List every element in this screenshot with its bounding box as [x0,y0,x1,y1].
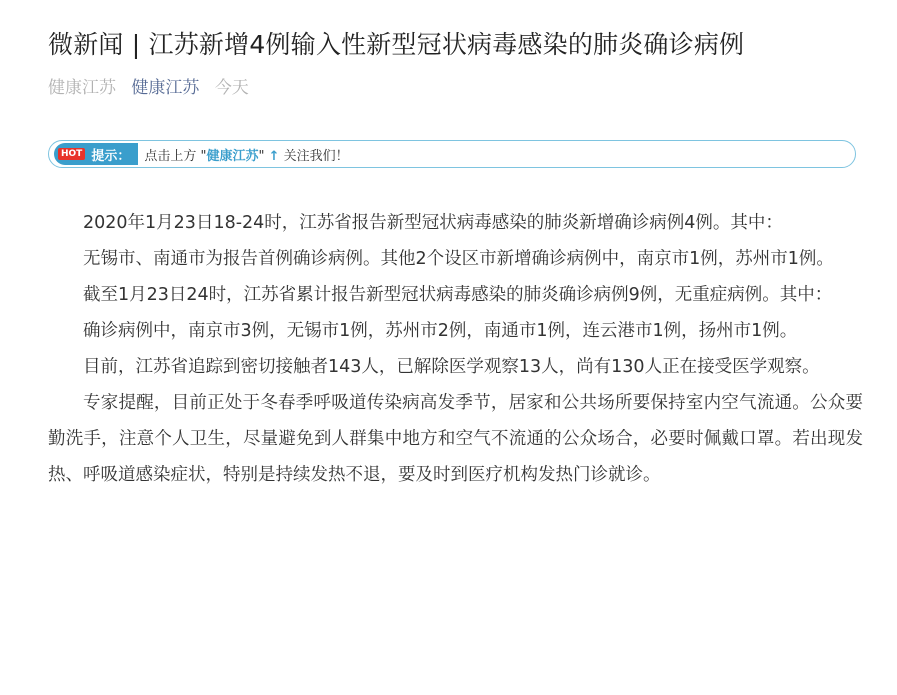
follow-tip-banner [48,140,856,168]
account-name-link[interactable]: 健康江苏 [131,78,200,98]
paragraph: 截至1月23日24时，江苏省累计报告新型冠状病毒感染的肺炎确诊病例9例，无重症病例。其中： [83,285,833,305]
publish-date: 今天 [214,78,249,98]
article-author: 健康江苏 [48,78,116,98]
tip-prefix: 点击上方 " [144,148,207,164]
article-body [48,205,863,493]
tip-tail: 关注我们！ [279,148,349,164]
tip-account-highlight: 健康江苏 [206,148,259,164]
paragraph: 无锡市、南通市为报告首例确诊病例。其他2个设区市新增确诊病例中，南京市1例，苏州市1例。 [83,249,834,269]
hot-badge-icon: HOT [58,148,85,160]
tip-message [144,145,348,164]
paragraph: 确诊病例中，南京市3例，无锡市1例，苏州市2例，南通市1例，连云港市1例，扬州市1例。 [83,321,798,341]
paragraph: 2020年1月23日18-24时，江苏省报告新型冠状病毒感染的肺炎新增确诊病例4例。其中： [83,213,783,233]
up-arrow-icon: ↑ [268,148,280,164]
article-meta [48,75,259,101]
paragraph: 专家提醒，目前正处于冬春季呼吸道传染病高发季节，居家和公共场所要保持室内空气流通。公众要勤洗手，注意个人卫生，尽量避免到人群集中地方和空气不流通的公众场合，必要时佩戴口罩。若出现发热、呼吸道感染症状，特别是持续发热不退，要及时到医疗机构发热门诊就诊。 [48,393,863,485]
article-title: 微新闻 | 江苏新增4例输入性新型冠状病毒感染的肺炎确诊病例 [48,30,745,59]
paragraph: 目前，江苏省追踪到密切接触者143人，已解除医学观察13人，尚有130人正在接受医学观察。 [83,357,820,377]
tip-suffix: " [258,148,269,164]
tip-label [54,143,138,165]
tip-label-text: 提示： [91,148,131,164]
